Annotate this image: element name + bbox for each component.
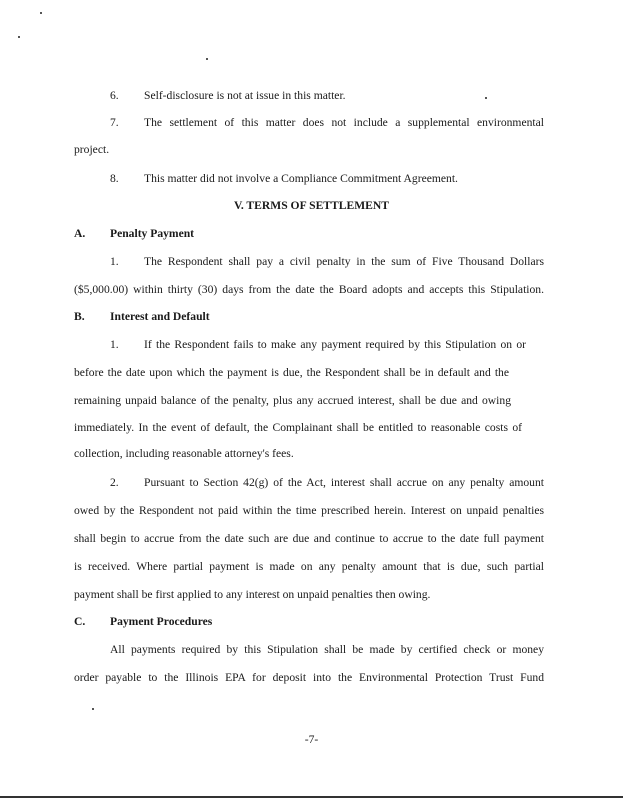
section-letter: A.	[74, 227, 86, 240]
item-text: The settlement of this matter does not include a supplemental environmental	[144, 116, 544, 129]
paragraph-line: is received. Where partial payment is made on any penalty amount that is due, such partial	[74, 560, 544, 573]
subsection-title: Interest and Default	[110, 310, 210, 323]
item-number: 6.	[110, 89, 119, 102]
item-number: 7.	[110, 116, 119, 129]
paragraph-line: If the Respondent fails to make any payment required by this Stipulation on or	[144, 338, 526, 351]
section-heading: V. TERMS OF SETTLEMENT	[233, 199, 390, 212]
paragraph-line: before the date upon which the payment is due, the Respondent shall be in default and the	[74, 366, 509, 379]
scan-speck	[40, 12, 42, 14]
paragraph-number: 1.	[110, 338, 119, 351]
scan-bottom-edge	[0, 796, 623, 798]
scan-speck	[92, 708, 94, 710]
item-text-continued: project.	[74, 143, 110, 156]
paragraph-number: 1.	[110, 255, 119, 268]
section-letter: B.	[74, 310, 85, 323]
page-number: -7-	[304, 733, 319, 746]
paragraph-line: Pursuant to Section 42(g) of the Act, interest shall accrue on any penalty amount	[144, 476, 544, 489]
paragraph-line: immediately. In the event of default, the Complainant shall be entitled to reasonable costs of	[74, 421, 522, 434]
scan-speck	[485, 97, 487, 99]
item-text: Self-disclosure is not at issue in this matter.	[144, 89, 346, 102]
paragraph-number: 2.	[110, 476, 119, 489]
scan-speck	[206, 58, 208, 60]
paragraph-line: owed by the Respondent not paid within the time prescribed herein. Interest on unpaid penalties	[74, 504, 544, 517]
paragraph-line: All payments required by this Stipulation shall be made by certified check or money	[110, 643, 544, 656]
item-text: This matter did not involve a Compliance Commitment Agreement.	[144, 172, 458, 185]
paragraph-line: remaining unpaid balance of the penalty, plus any accrued interest, shall be due and owing	[74, 394, 511, 407]
paragraph-line: The Respondent shall pay a civil penalty in the sum of Five Thousand Dollars	[144, 255, 544, 268]
paragraph-line: shall begin to accrue from the date such are due and continue to accrue to the date full payment	[74, 532, 544, 545]
paragraph-line: order payable to the Illinois EPA for deposit into the Environmental Protection Trust Fund	[74, 671, 544, 684]
paragraph-line: payment shall be first applied to any interest on unpaid penalties then owing.	[74, 588, 431, 601]
item-number: 8.	[110, 172, 119, 185]
subsection-title: Payment Procedures	[110, 615, 213, 628]
subsection-title: Penalty Payment	[110, 227, 195, 240]
scan-speck	[18, 36, 20, 38]
paragraph-line: ($5,000.00) within thirty (30) days from the date the Board adopts and accepts this Stipulation.	[74, 283, 544, 296]
paragraph-line: collection, including reasonable attorney's fees.	[74, 447, 294, 460]
section-letter: C.	[74, 615, 86, 628]
